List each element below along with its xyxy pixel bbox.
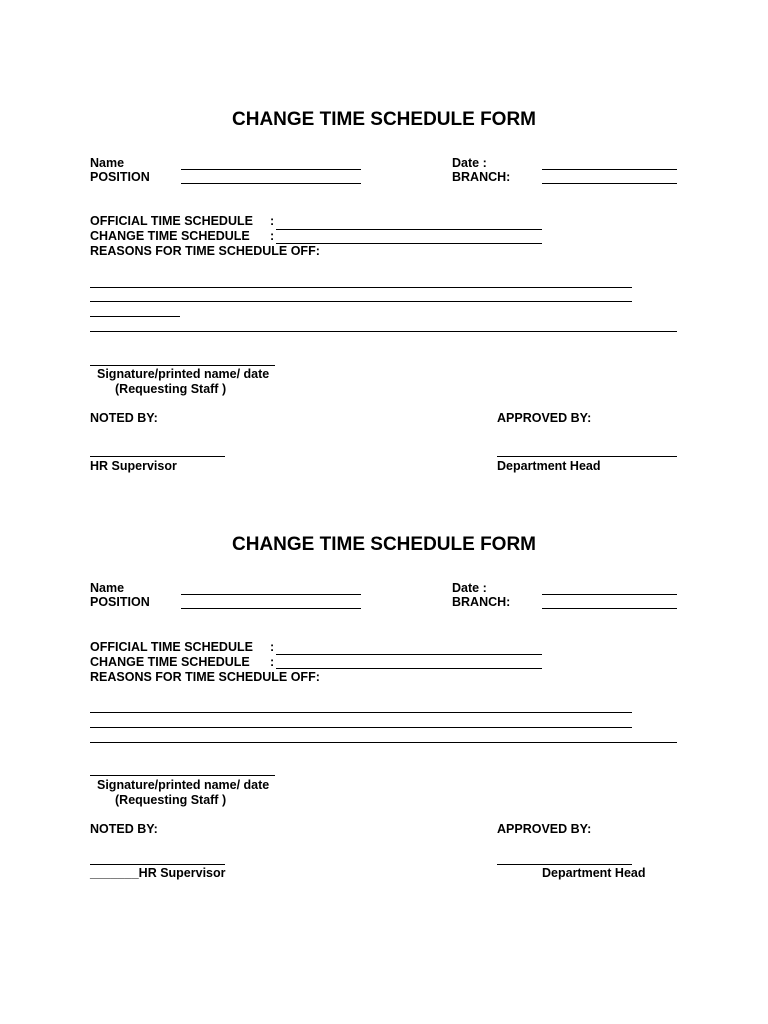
date-label: Date :	[452, 156, 487, 170]
hr-supervisor-label: HR Supervisor	[90, 459, 177, 473]
reason-line-1[interactable]	[90, 278, 632, 288]
change-time-schedule-label: CHANGE TIME SCHEDULE	[90, 655, 250, 669]
signature-label: Signature/printed name/ date	[97, 367, 270, 381]
branch-field[interactable]	[542, 599, 677, 609]
position-label: POSITION	[90, 170, 150, 184]
official-time-schedule-field[interactable]	[276, 220, 542, 230]
change-time-schedule-field[interactable]	[276, 659, 542, 669]
official-time-schedule-field[interactable]	[276, 645, 542, 655]
change-time-schedule-label: CHANGE TIME SCHEDULE	[90, 229, 250, 243]
approved-by-label: APPROVED BY:	[497, 822, 592, 836]
position-label: POSITION	[90, 595, 150, 609]
official-time-schedule-label: OFFICIAL TIME SCHEDULE	[90, 640, 253, 654]
noted-by-label: NOTED BY:	[90, 411, 158, 425]
reason-line-4[interactable]	[90, 322, 677, 332]
hr-supervisor-signature-line	[90, 864, 225, 865]
department-head-signature-line	[497, 864, 632, 865]
form-title: CHANGE TIME SCHEDULE FORM	[232, 109, 536, 130]
approved-by-label: APPROVED BY:	[497, 411, 592, 425]
reasons-label: REASONS FOR TIME SCHEDULE OFF:	[90, 244, 320, 258]
colon: :	[270, 655, 275, 669]
official-time-schedule-label: OFFICIAL TIME SCHEDULE	[90, 214, 253, 228]
signature-label: Signature/printed name/ date	[97, 778, 270, 792]
department-head-label: Department Head	[542, 866, 646, 880]
date-field[interactable]	[542, 585, 677, 595]
reason-line-2[interactable]	[90, 718, 632, 728]
hr-supervisor-signature-line	[90, 456, 225, 457]
name-field[interactable]	[181, 160, 361, 170]
reason-line-1[interactable]	[90, 703, 632, 713]
change-time-schedule-field[interactable]	[276, 234, 542, 244]
colon: :	[270, 229, 275, 243]
name-field[interactable]	[181, 585, 361, 595]
name-label: Name	[90, 581, 125, 595]
name-label: Name	[90, 156, 125, 170]
signature-line	[90, 775, 275, 776]
reason-line-3[interactable]	[90, 307, 180, 317]
form-title: CHANGE TIME SCHEDULE FORM	[232, 534, 536, 555]
reason-line-2[interactable]	[90, 292, 632, 302]
requesting-staff-label: (Requesting Staff )	[115, 382, 227, 396]
hr-supervisor-label: _______HR Supervisor	[90, 866, 226, 880]
branch-label: BRANCH:	[452, 595, 511, 609]
reason-line-3[interactable]	[90, 733, 677, 743]
requesting-staff-label: (Requesting Staff )	[115, 793, 227, 807]
department-head-label: Department Head	[497, 459, 601, 473]
position-field[interactable]	[181, 174, 361, 184]
colon: :	[270, 640, 275, 654]
branch-field[interactable]	[542, 174, 677, 184]
noted-by-label: NOTED BY:	[90, 822, 158, 836]
signature-line	[90, 365, 275, 366]
date-label: Date :	[452, 581, 487, 595]
colon: :	[270, 214, 275, 228]
date-field[interactable]	[542, 160, 677, 170]
position-field[interactable]	[181, 599, 361, 609]
reasons-label: REASONS FOR TIME SCHEDULE OFF:	[90, 670, 320, 684]
department-head-signature-line	[497, 456, 677, 457]
branch-label: BRANCH:	[452, 170, 511, 184]
